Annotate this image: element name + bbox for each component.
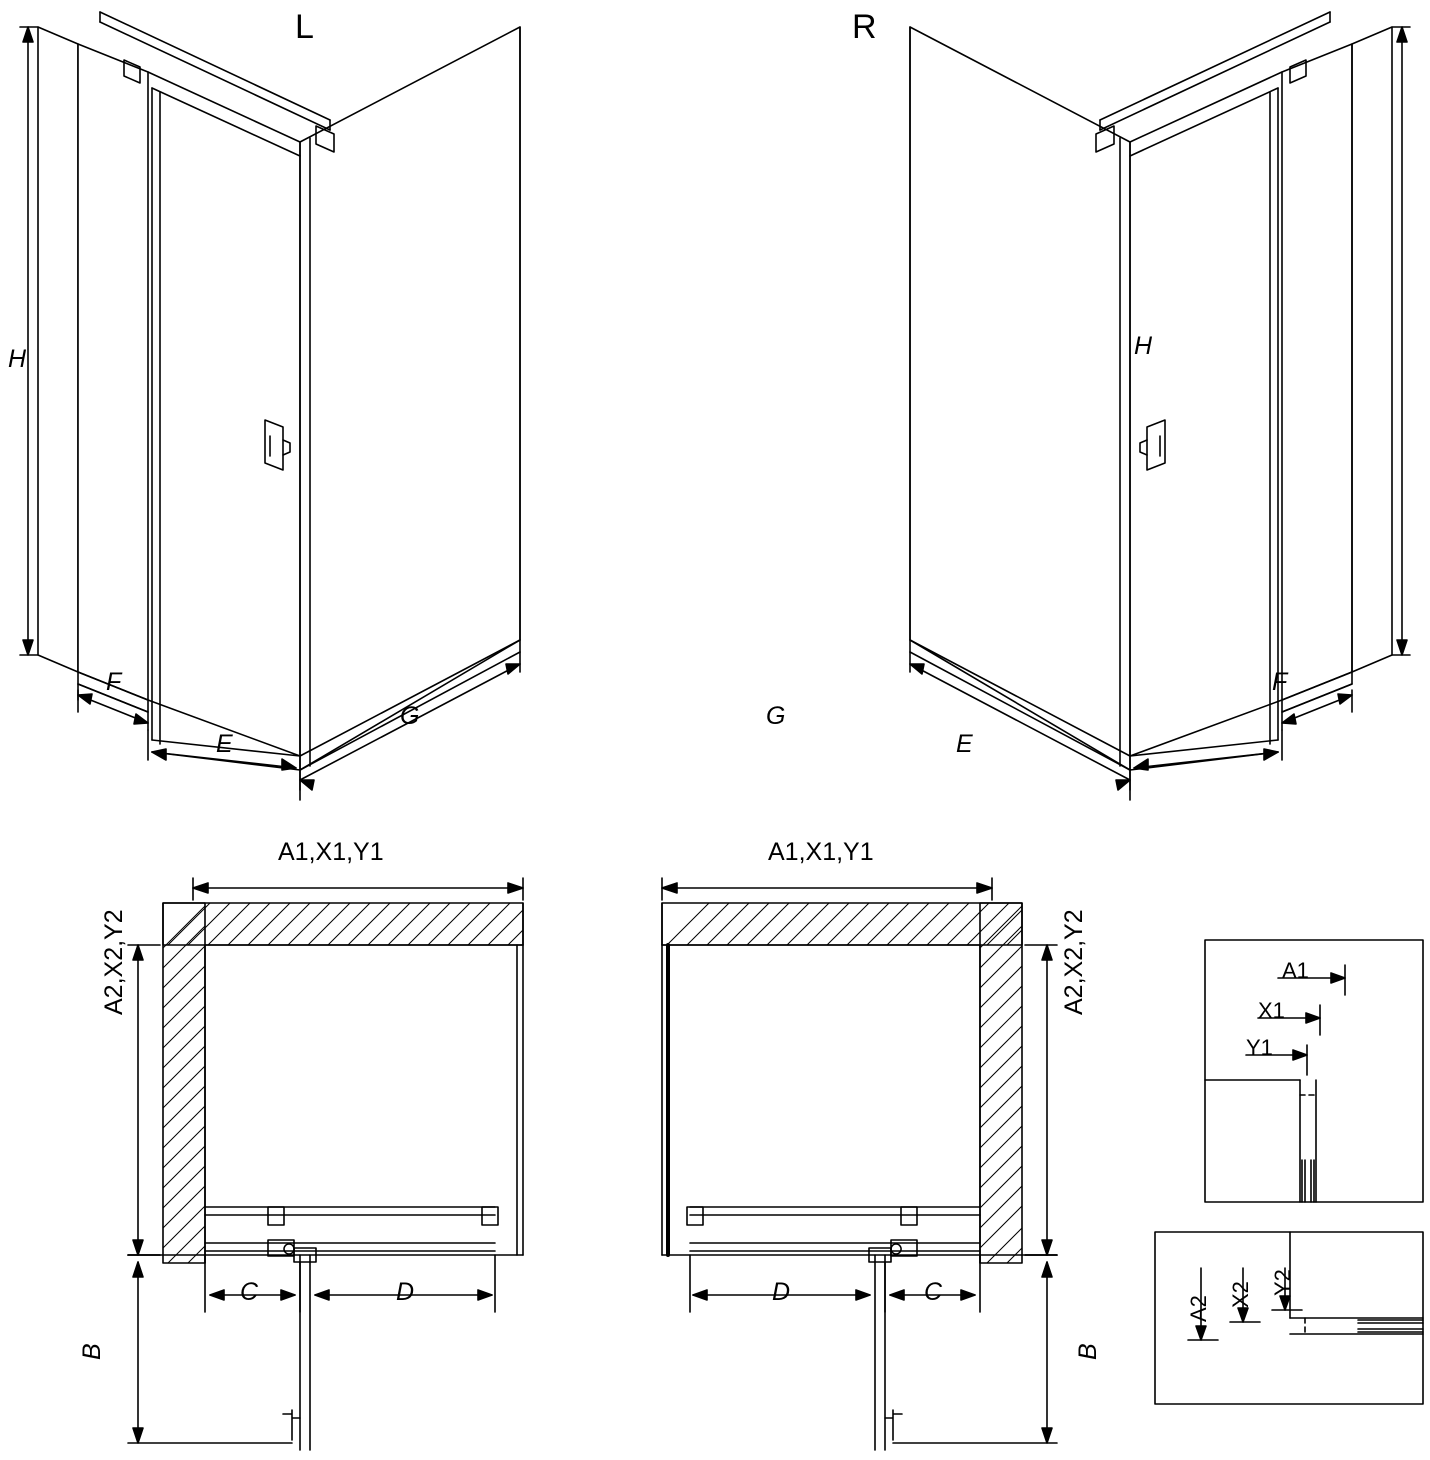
- plan-right-dim-d: D: [772, 1278, 791, 1306]
- dim-label-e-right: E: [956, 730, 973, 758]
- plan-left-dim-d: D: [396, 1278, 415, 1306]
- dim-label-f-right: F: [1272, 668, 1288, 696]
- detail-top-label-x1: X1: [1258, 998, 1285, 1023]
- detail-bottom-label-y2: Y2: [1270, 1269, 1295, 1296]
- plan-left-dim-b: B: [78, 1343, 106, 1360]
- dim-label-h-right: H: [1134, 332, 1153, 360]
- detail-top-label-a1: A1: [1282, 958, 1309, 983]
- plan-left-side-dim-label: A2,X2,Y2: [100, 909, 128, 1015]
- detail-bottom-label-x2: X2: [1228, 1281, 1253, 1308]
- dim-label-f-left: F: [106, 668, 122, 696]
- detail-top: [1205, 940, 1423, 1202]
- dim-label-e-left: E: [216, 730, 233, 758]
- plan-right-side-dim-label: A2,X2,Y2: [1060, 909, 1088, 1015]
- view-title-left: L: [295, 8, 314, 46]
- plan-right-dim-b: B: [1074, 1343, 1102, 1360]
- plan-left-top-dim-label: A1,X1,Y1: [278, 838, 384, 866]
- plan-view-right: [662, 878, 1057, 1450]
- plan-right-top-dim-label: A1,X1,Y1: [768, 838, 874, 866]
- detail-bottom-label-a2: A2: [1186, 1295, 1211, 1322]
- plan-left-dim-c: C: [240, 1278, 259, 1306]
- dim-label-g-right: G: [766, 702, 786, 730]
- plan-view-left: [128, 878, 523, 1450]
- dim-label-g-left: G: [400, 702, 420, 730]
- detail-top-label-y1: Y1: [1246, 1035, 1273, 1060]
- dim-label-h-left: H: [8, 345, 27, 373]
- plan-right-dim-c: C: [924, 1278, 943, 1306]
- iso-view-left: [20, 12, 520, 800]
- view-title-right: R: [852, 8, 877, 46]
- iso-view-right: [910, 12, 1410, 800]
